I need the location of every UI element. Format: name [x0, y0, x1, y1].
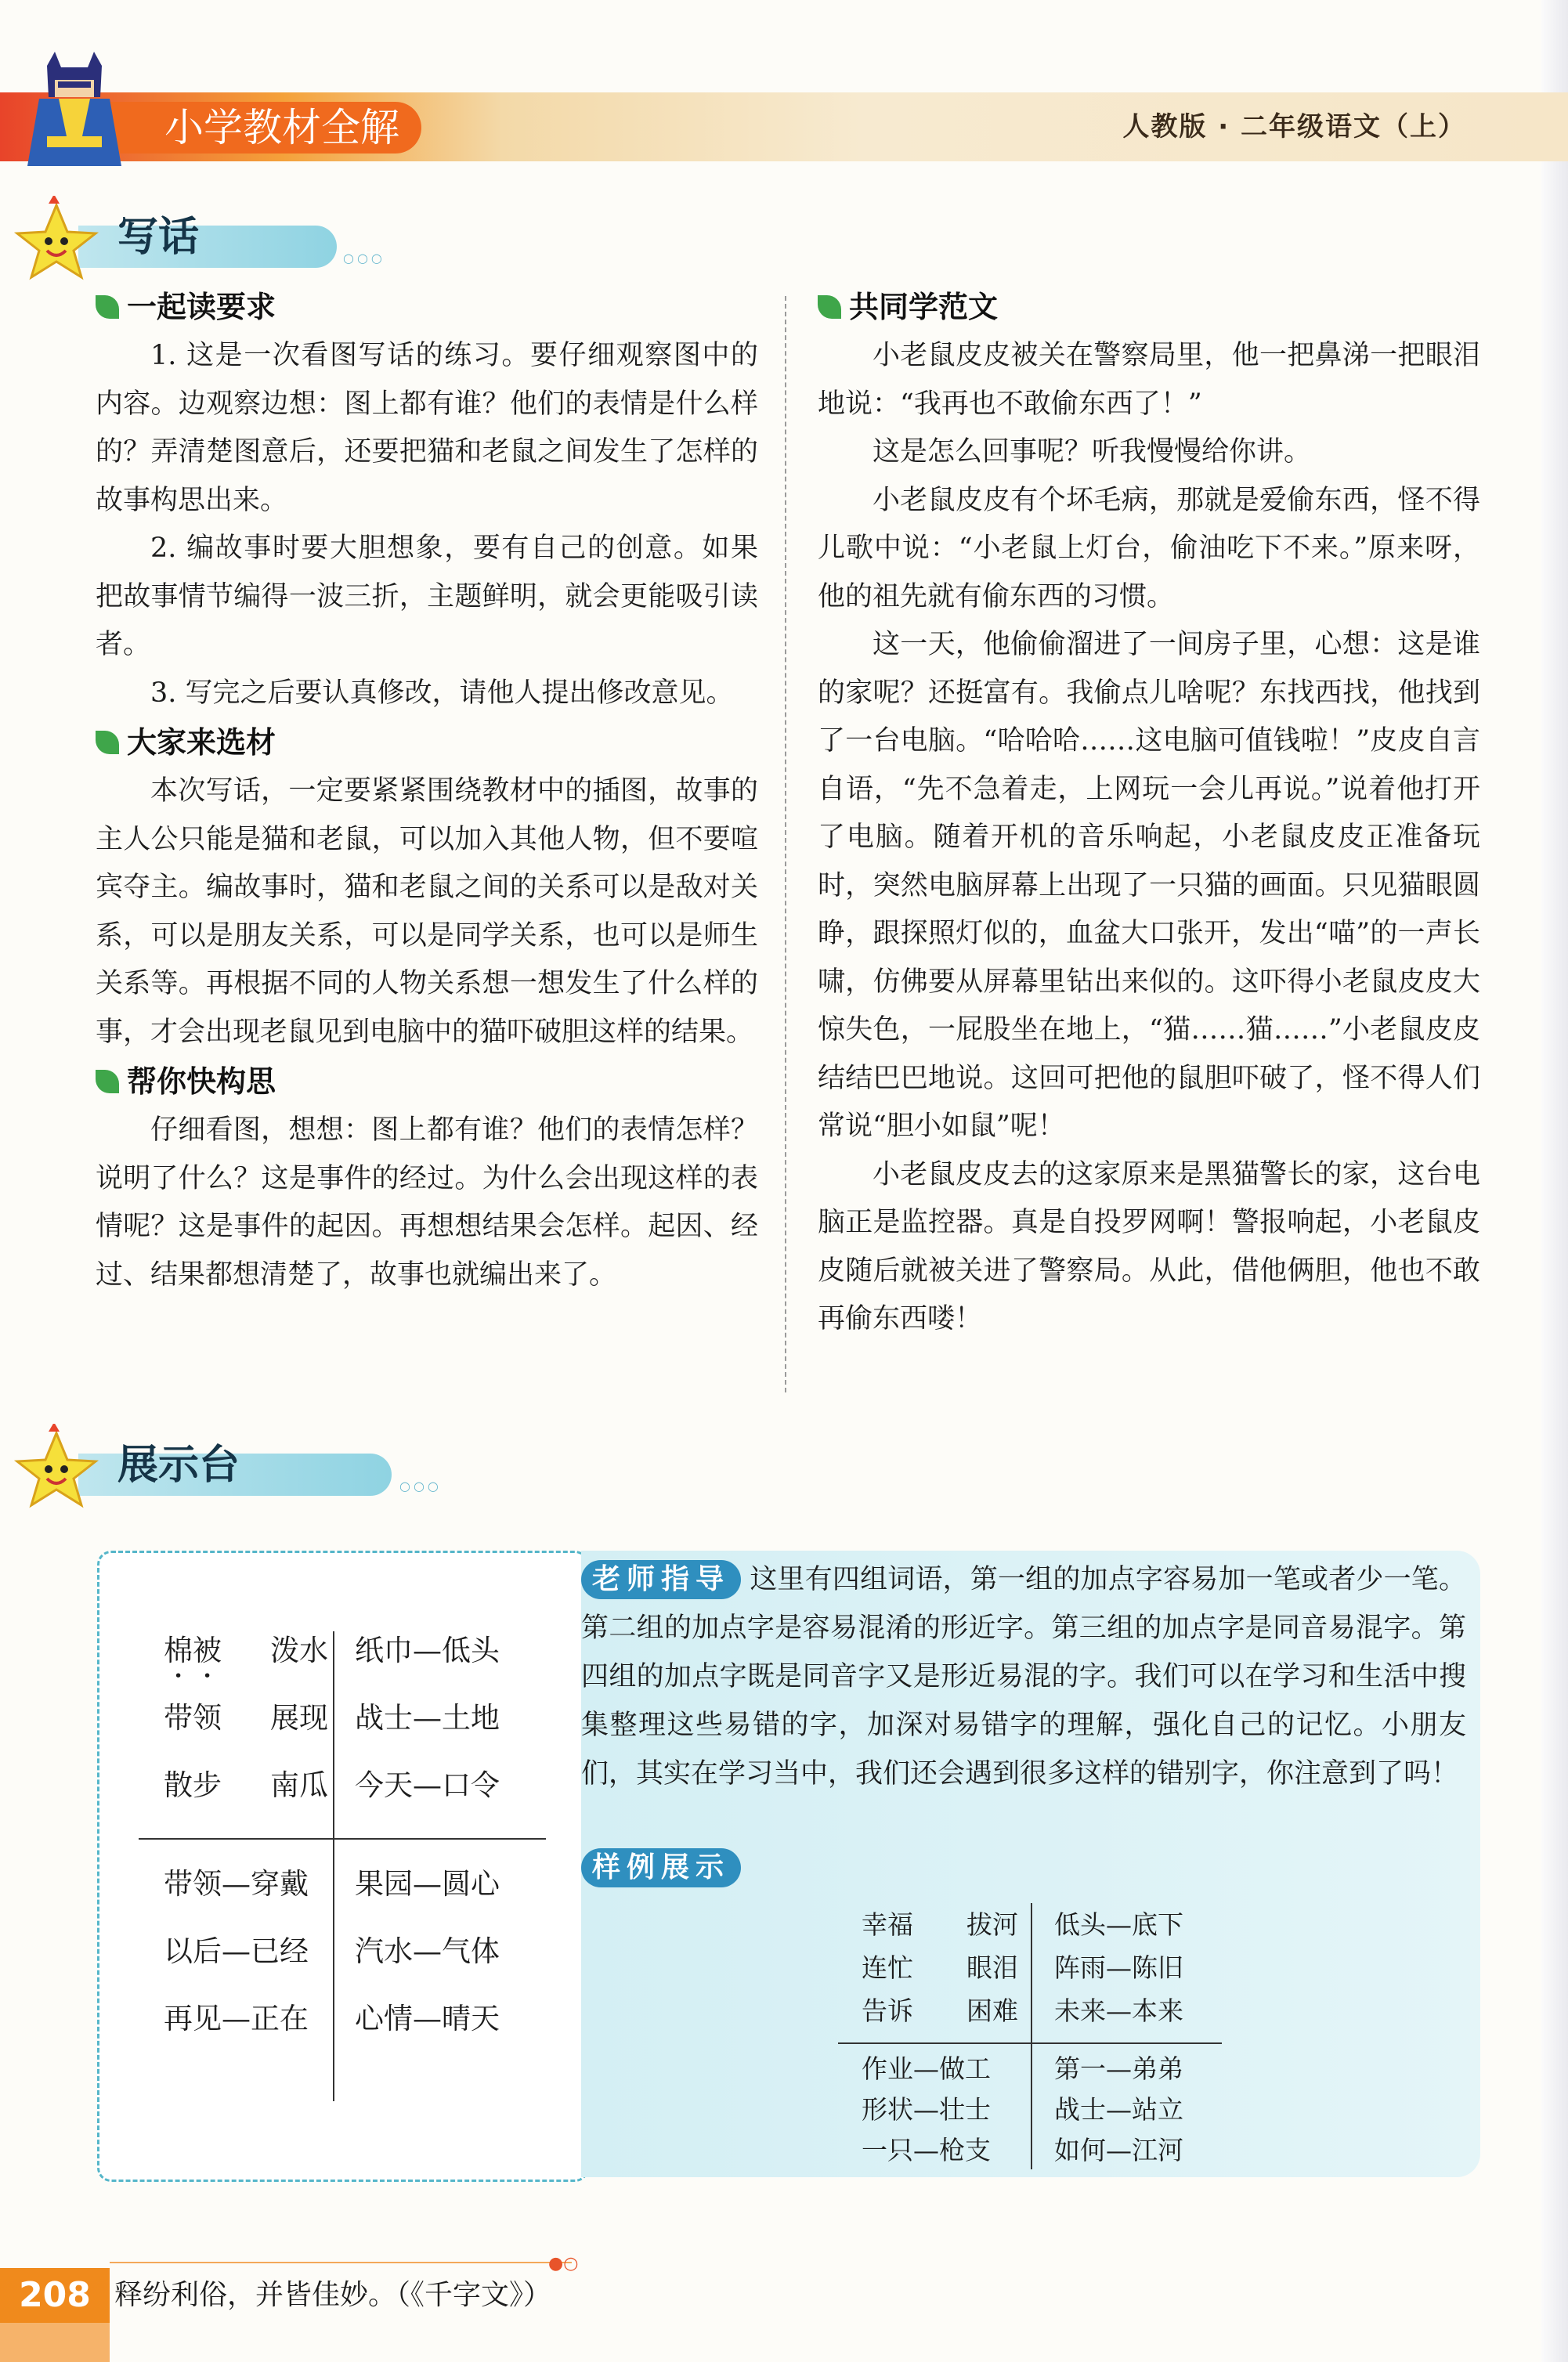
word: 战士—站立	[1054, 2094, 1183, 2125]
leaf-icon	[96, 1070, 119, 1093]
sample-group-3	[862, 2049, 991, 2171]
word: 作业—做工	[862, 2053, 991, 2084]
mascot-icon	[23, 50, 125, 168]
word: 眼泪	[966, 1952, 1018, 1983]
word-box	[97, 1551, 589, 2182]
sample-vline	[1031, 1903, 1032, 2169]
section-title-writing	[0, 188, 407, 282]
word: 困难	[966, 1995, 1018, 2026]
word: 以后—已经	[164, 1934, 309, 1968]
title-dots-icon: ○○○	[399, 1479, 442, 1493]
sample-hline	[838, 2042, 1222, 2044]
leaf-icon	[96, 295, 119, 319]
subheading-ideas: 帮你快构思	[96, 1056, 758, 1107]
word: 散步	[164, 1768, 222, 1802]
section-title-text: 展示台	[117, 1442, 240, 1489]
paragraph: 这一天，他偷偷溜进了一间房子里，心想：这是谁的家呢？还挺富有。我偷点儿啥呢？东找西找，他找到了一台电脑。“哈哈哈……这电脑可值钱啦！”皮皮自言自语，“先不急着走，上网玩一会儿再说。”说着他打开了电脑。随着开机的音乐响起，小老鼠皮皮正准备玩时，突然电脑屏幕上出现了一只猫的画面。只见猫眼圆睁，跟探照灯似的，血盆大口张开，发出“喵”的一声长啸，仿佛要从屏幕里钻出来似的。这吓得小老鼠皮皮大惊失色，一屁股坐在地上，“猫……猫……”小老鼠皮皮结结巴巴地说。这回可把他的鼠胆吓破了，怪不得人们常说“胆小如鼠”呢！	[818, 629, 1480, 1142]
subheading-model-essay: 共同学范文	[818, 282, 1480, 332]
header-brand: 小学教材全解	[110, 102, 421, 153]
subheading-materials: 大家来选材	[96, 717, 758, 767]
word: 泼水	[270, 1634, 328, 1667]
column-divider	[785, 296, 786, 1392]
paragraph: 小老鼠皮皮有个坏毛病，那就是爱偷东西，怪不得儿歌中说：“小老鼠上灯台，偷油吃下不来。”原来呀，他的祖先就有偷东西的习惯。	[818, 484, 1480, 612]
star-mascot-icon	[9, 196, 103, 282]
writing-right-column	[818, 282, 1480, 1344]
footer-quote: 释纷利俗，并皆佳妙。（《千字文》）	[114, 2279, 552, 2311]
word: 如何—江河	[1054, 2135, 1183, 2165]
page-number: 208	[0, 2268, 110, 2323]
word: 汽水—气体	[355, 1934, 500, 1968]
word: 再见—正在	[164, 2002, 309, 2035]
word: 告诉	[862, 1995, 913, 2026]
sample-group-1	[862, 1903, 1018, 2032]
word: 带领—穿戴	[164, 1867, 309, 1901]
subheading-requirements: 一起读要求	[96, 282, 758, 332]
word: 带领	[164, 1701, 222, 1735]
header-edition: 人教版 · 二年级语文（上）	[1122, 111, 1466, 143]
sample-group-4	[1054, 2049, 1183, 2171]
word: 展现	[270, 1701, 328, 1735]
word: 拔河	[966, 1909, 1018, 1940]
title-dots-icon: ○○○	[343, 251, 385, 265]
word: 果园—圆心	[355, 1867, 500, 1901]
word: 心情—晴天	[355, 2002, 500, 2035]
paragraph: 小老鼠皮皮被关在警察局里，他一把鼻涕一把眼泪地说：“我再也不敢偷东西了！”	[818, 340, 1480, 420]
leaf-icon	[818, 295, 841, 319]
word: 连忙	[862, 1952, 913, 1983]
word: 幸福	[862, 1909, 913, 1940]
word: 纸巾—低头	[355, 1634, 500, 1667]
writing-left-column	[96, 282, 758, 1299]
sample-grid	[862, 1903, 1222, 2169]
leaf-icon	[96, 731, 119, 754]
word-box-vline	[333, 1631, 334, 2101]
word: 低头—底下	[1054, 1909, 1183, 1940]
word-group-2	[355, 1617, 500, 1819]
page-edge-shadow	[1541, 0, 1568, 2362]
word: 形状—壮士	[862, 2094, 991, 2125]
footer-line	[110, 2262, 572, 2263]
sample-group-2	[1054, 1903, 1183, 2032]
word: 未来—本来	[1054, 1995, 1183, 2026]
word-box-hline	[139, 1838, 546, 1840]
word: 阵雨—陈旧	[1054, 1952, 1183, 1983]
paragraph: 仔细看图，想想：图上都有谁？他们的表情怎样？说明了什么？这是事件的经过。为什么会出现这样的表情呢？这是事件的起因。再想想结果会怎样。起因、经过、结果都想清楚了，故事也就编出来了。	[96, 1114, 758, 1291]
word: 第一—弟弟	[1054, 2053, 1183, 2084]
word: 战士—土地	[355, 1701, 500, 1735]
sample-label-wrap	[581, 1848, 741, 1887]
sample-label: 样例展示	[581, 1848, 741, 1887]
star-mascot-icon	[9, 1424, 103, 1510]
word-group-4	[355, 1851, 500, 2053]
paragraph: 本次写话，一定要紧紧围绕教材中的插图，故事的主人公只能是猫和老鼠，可以加入其他人物，但不要喧宾夺主。编故事时，猫和老鼠之间的关系可以是敌对关系，可以是朋友关系，可以是同学关系，也可以是师生关系等。再根据不同的人物关系想一想发生了什么样的事，才会出现老鼠见到电脑中的猫吓破胆这样的结果。	[96, 775, 758, 1048]
word: 棉被	[164, 1634, 222, 1667]
paragraph: 3. 写完之后要认真修改，请他人提出修改意见。	[150, 677, 734, 709]
section-title-display	[0, 1416, 470, 1510]
paragraph: 这是怎么回事呢？听我慢慢给你讲。	[873, 436, 1312, 468]
paragraph: 1. 这是一次看图写话的练习。要仔细观察图中的内容。边观察边想：图上都有谁？他们的表情是什么样的？弄清楚图意后，还要把猫和老鼠之间发生了怎样的故事构思出来。	[96, 340, 758, 516]
word-group-1	[164, 1617, 328, 1819]
word: 南瓜	[270, 1768, 328, 1802]
section-title-text: 写话	[117, 214, 200, 261]
paragraph: 2. 编故事时要大胆想象，要有自己的创意。如果把故事情节编得一波三折，主题鲜明，就会更能吸引读者。	[96, 533, 758, 660]
paragraph: 小老鼠皮皮去的这家原来是黑猫警长的家，这台电脑正是监控器。真是自投罗网啊！警报响起，小老鼠皮皮随后就被关进了警察局。从此，借他俩胆，他也不敢再偷东西喽！	[818, 1158, 1480, 1334]
word: 一只—枪支	[862, 2135, 991, 2165]
teacher-guide	[581, 1555, 1466, 1798]
word: 今天—口令	[355, 1768, 500, 1802]
footer-dots-icon: ●○	[548, 2254, 579, 2274]
teacher-guide-label: 老师指导	[581, 1560, 741, 1599]
word-group-3	[164, 1851, 309, 2053]
teacher-guide-text: 这里有四组词语，第一组的加点字容易加一笔或者少一笔。第二组的加点字是容易混淆的形近字。第三组的加点字是同音易混字。第四组的加点字既是同音字又是形近易混的字。我们可以在学习和生活中搜集整理这些易错的字，加深对易错字的理解，强化自己的记忆。小朋友们，其实在学习当中，我们还会遇到很多这样的错别字，你注意到了吗！	[581, 1564, 1466, 1790]
